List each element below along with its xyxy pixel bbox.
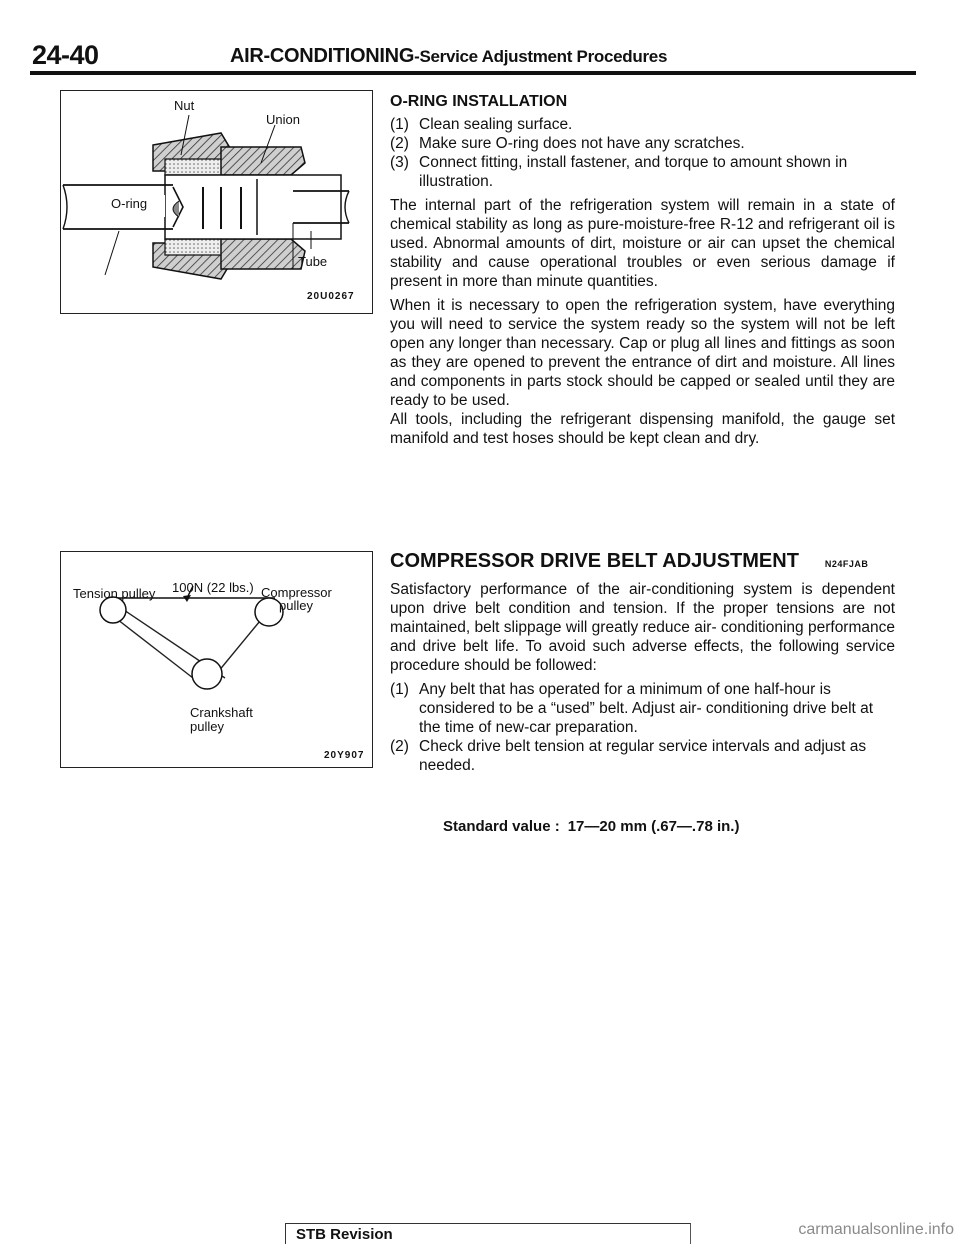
force-label: 100N (22 lbs.) <box>172 580 254 595</box>
compressor-label-line2: pulley <box>279 598 313 613</box>
belt-steps <box>390 680 895 775</box>
step-text: Clean sealing surface. <box>419 116 573 133</box>
belt-adjustment-title-text: COMPRESSOR DRIVE BELT ADJUSTMENT <box>390 550 799 572</box>
figure2-code: 20Y907 <box>324 750 365 761</box>
nut-label: Nut <box>174 98 195 113</box>
belt-tension-figure <box>60 551 373 768</box>
page-heading <box>230 45 667 68</box>
union-label: Union <box>266 112 300 127</box>
tube-label: Tube <box>298 254 328 269</box>
tools-paragraph: All tools, including the refrigerant dispensing manifold, the gauge set manifold and test hoses should be kept clean and dry. <box>390 411 895 447</box>
standard-value-label: Standard value : <box>443 818 560 835</box>
oring-installation-section <box>390 92 895 453</box>
chemical-stability-paragraph: The internal part of the refrigeration system will remain in a state of chemical stability as long as pure-moisture-free R-12 and refrigerant oil is used. Abnormal amounts of dirt, moisture or air can upset the chemical stability and cause operational troubles or even serious damage if present in more than minute quantities. <box>390 197 895 290</box>
crankshaft-label-line2: pulley <box>190 719 224 734</box>
oring-step-1 <box>390 115 895 134</box>
tension-pulley-label: Tension pulley <box>73 586 156 601</box>
figure1-code: 20U0267 <box>307 291 355 302</box>
section-code: N24FJAB <box>824 559 869 569</box>
step-text: Check drive belt tension at regular service intervals and adjust as needed. <box>419 738 867 774</box>
oring-label: O-ring <box>111 196 148 211</box>
step-number: (1) <box>390 116 409 133</box>
standard-value <box>443 818 739 835</box>
step-number: (3) <box>390 154 409 171</box>
belt-intro-paragraph: Satisfactory performance of the air-conditioning system is dependent upon drive belt condition and tension. If the proper tensions are not maintained, belt slippage will greatly reduce air- conditioning performance and drive belt life. To avoid such adverse effects, the following service procedure should be followed: <box>390 581 895 674</box>
step-number: (2) <box>390 135 409 152</box>
watermark: carmanualsonline.info <box>798 1221 954 1238</box>
compressor-label-line1: Compressor <box>261 585 332 600</box>
step-number: (2) <box>390 738 409 755</box>
oring-fitting-figure <box>60 90 373 314</box>
standard-value-amount: 17—20 mm (.67—.78 in.) <box>567 818 740 835</box>
step-number: (1) <box>390 681 409 698</box>
subsection-name: -Service Adjustment Procedures <box>414 47 668 66</box>
oring-step-3 <box>390 153 895 191</box>
oring-steps <box>390 115 895 191</box>
crankshaft-label-line1: Crankshaft <box>190 705 253 720</box>
step-text: Make sure O-ring does not have any scratches. <box>419 135 745 152</box>
header-rule <box>30 71 916 75</box>
crankshaft-pulley-circle <box>192 659 222 689</box>
step-text: Connect fitting, install fastener, and torque to amount shown in illustration. <box>419 154 848 190</box>
step-text: Any belt that has operated for a minimum of one half-hour is considered to be a “used” belt. Adjust air- conditioning drive belt at the time of new-car preparation. <box>419 681 874 736</box>
revision-label: STB Revision <box>296 1226 393 1243</box>
belt-adjustment-section <box>390 552 895 780</box>
belt-adjustment-title <box>390 552 895 574</box>
oring-step-2 <box>390 134 895 153</box>
open-system-paragraph: When it is necessary to open the refrigeration system, have everything you will need to service the system ready so the system will not be left open any longer than necessary. Cap or plug all lines and fittings as soon as they are opened to prevent the entrance of dirt and moisture. All lines and components in parts stock should be capped or sealed until they are ready to be used. <box>390 297 895 409</box>
revision-footer <box>285 1223 691 1244</box>
oring-installation-title: O-RING INSTALLATION <box>390 93 568 110</box>
belt-step-1 <box>390 680 895 737</box>
oring-fitting-drawing <box>61 91 372 313</box>
belt-step-2 <box>390 737 895 775</box>
page-number: 24-40 <box>32 40 99 70</box>
section-name: AIR-CONDITIONING <box>230 45 415 67</box>
